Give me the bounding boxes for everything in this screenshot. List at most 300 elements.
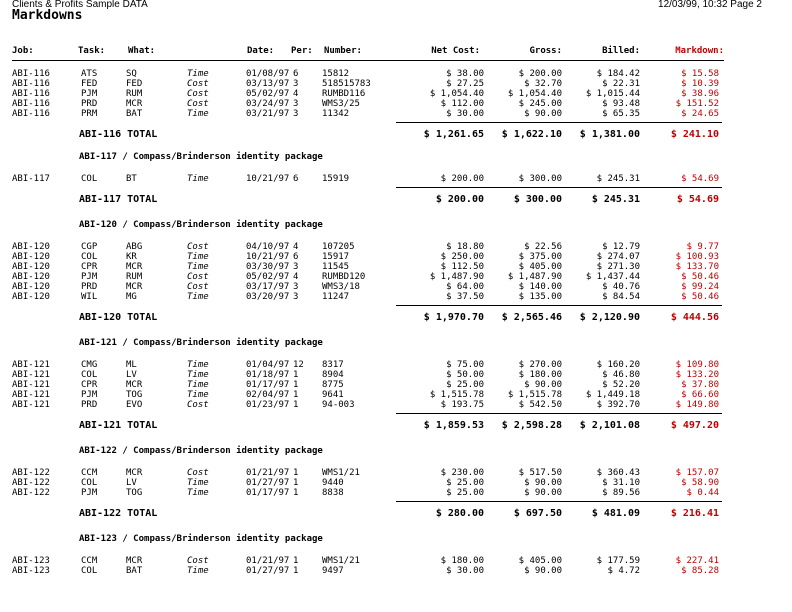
cell-per: 6	[293, 174, 299, 184]
table-row	[0, 242, 792, 252]
table-row	[0, 488, 792, 498]
cell-date: 01/21/97	[246, 468, 290, 478]
total-net-cost: $ 200.00	[435, 194, 484, 205]
cell-markdown: $ 99.24	[681, 282, 719, 292]
total-billed: $ 2,101.08	[579, 420, 640, 431]
cell-date: 03/24/97	[246, 99, 290, 109]
col-header-per: Per:	[291, 46, 313, 56]
total-row	[0, 313, 792, 323]
section-heading	[0, 534, 792, 544]
cell-markdown: $ 227.41	[675, 556, 719, 566]
cell-job: ABI-116	[12, 69, 50, 79]
total-row	[0, 130, 792, 140]
cell-markdown: $ 37.80	[681, 380, 719, 390]
cell-type: Cost	[187, 89, 209, 99]
cell-per: 3	[293, 79, 299, 89]
cell-date: 03/21/97	[246, 109, 290, 119]
cell-billed: $ 245.31	[596, 174, 640, 184]
cell-date: 01/23/97	[246, 400, 290, 410]
cell-type: Time	[187, 390, 209, 400]
cell-billed: $ 177.59	[596, 556, 640, 566]
cell-per: 3	[293, 109, 299, 119]
cell-net-cost: $ 1,054.40	[429, 89, 484, 99]
total-rule-segment	[475, 501, 565, 502]
cell-job: ABI-120	[12, 262, 50, 272]
cell-gross: $ 300.00	[518, 174, 562, 184]
total-rule-segment	[553, 187, 643, 188]
cell-per: 12	[293, 360, 304, 370]
cell-number: 9497	[322, 566, 344, 576]
cell-what: ML	[126, 360, 137, 370]
cell-per: 4	[293, 89, 299, 99]
total-markdown: $ 497.20	[670, 420, 719, 431]
cell-markdown: $ 10.39	[681, 79, 719, 89]
cell-gross: $ 270.00	[518, 360, 562, 370]
cell-net-cost: $ 25.00	[446, 488, 484, 498]
table-row	[0, 272, 792, 282]
cell-number: 11247	[322, 292, 350, 302]
total-markdown: $ 216.41	[670, 508, 719, 519]
cell-type: Cost	[187, 79, 209, 89]
total-markdown: $ 54.69	[676, 194, 719, 205]
cell-date: 01/17/97	[246, 488, 290, 498]
cell-task: CGP	[81, 242, 98, 252]
cell-type: Cost	[187, 468, 209, 478]
cell-type: Time	[187, 292, 209, 302]
total-rule	[0, 413, 792, 415]
cell-markdown: $ 50.46	[681, 292, 719, 302]
table-row	[0, 292, 792, 302]
total-gross: $ 697.50	[513, 508, 562, 519]
cell-what: BAT	[126, 109, 143, 119]
cell-markdown: $ 54.69	[681, 174, 719, 184]
cell-job: ABI-123	[12, 556, 50, 566]
cell-net-cost: $ 30.00	[446, 566, 484, 576]
total-gross: $ 2,565.46	[501, 312, 562, 323]
cell-number: 8775	[322, 380, 344, 390]
cell-task: COL	[81, 252, 98, 262]
cell-what: MCR	[126, 99, 143, 109]
company-name: Clients & Profits Sample DATA	[12, 0, 148, 10]
table-row	[0, 69, 792, 79]
cell-net-cost: $ 38.00	[446, 69, 484, 79]
cell-billed: $ 65.35	[602, 109, 640, 119]
cell-markdown: $ 50.46	[681, 272, 719, 282]
total-rule-segment	[633, 413, 722, 414]
cell-what: MCR	[126, 262, 143, 272]
col-header-number: Number:	[324, 46, 362, 56]
table-row	[0, 566, 792, 576]
cell-gross: $ 542.50	[518, 400, 562, 410]
cell-task: CCM	[81, 468, 98, 478]
cell-gross: $ 90.00	[524, 488, 562, 498]
section-heading-label: ABI-117 / Compass/Brinderson identity package	[79, 152, 323, 162]
cell-per: 1	[293, 556, 299, 566]
cell-gross: $ 405.00	[518, 556, 562, 566]
col-header-date: Date:	[247, 46, 275, 56]
cell-gross: $ 517.50	[518, 468, 562, 478]
section-heading	[0, 446, 792, 456]
cell-gross: $ 90.00	[524, 478, 562, 488]
cell-task: PRM	[81, 109, 98, 119]
cell-number: 15917	[322, 252, 350, 262]
cell-what: BT	[126, 174, 137, 184]
cell-net-cost: $ 230.00	[440, 468, 484, 478]
cell-type: Time	[187, 360, 209, 370]
cell-gross: $ 22.56	[524, 242, 562, 252]
cell-gross: $ 200.00	[518, 69, 562, 79]
cell-number: 94-003	[322, 400, 355, 410]
cell-date: 01/04/97	[246, 360, 290, 370]
cell-what: ABG	[126, 242, 143, 252]
cell-net-cost: $ 50.00	[446, 370, 484, 380]
cell-per: 6	[293, 69, 299, 79]
col-header-markdown: Markdown:	[675, 46, 724, 56]
cell-task: PRD	[81, 282, 98, 292]
cell-billed: $ 12.79	[602, 242, 640, 252]
cell-net-cost: $ 200.00	[440, 174, 484, 184]
cell-markdown: $ 58.90	[681, 478, 719, 488]
cell-billed: $ 22.31	[602, 79, 640, 89]
cell-net-cost: $ 180.00	[440, 556, 484, 566]
cell-number: 11342	[322, 109, 350, 119]
total-row	[0, 421, 792, 431]
cell-task: COL	[81, 478, 98, 488]
cell-per: 1	[293, 468, 299, 478]
total-rule-segment	[396, 413, 487, 414]
cell-date: 03/20/97	[246, 292, 290, 302]
cell-markdown: $ 133.20	[675, 370, 719, 380]
cell-number: RUMBD120	[322, 272, 366, 282]
cell-date: 03/30/97	[246, 262, 290, 272]
total-gross: $ 1,622.10	[501, 129, 562, 140]
total-label: ABI-122 TOTAL	[79, 508, 158, 519]
cell-gross: $ 32.70	[524, 79, 562, 89]
cell-gross: $ 90.00	[524, 380, 562, 390]
total-rule	[0, 305, 792, 307]
total-rule-segment	[633, 305, 722, 306]
cell-type: Cost	[187, 556, 209, 566]
cell-net-cost: $ 25.00	[446, 478, 484, 488]
total-rule-segment	[475, 122, 565, 123]
table-row	[0, 400, 792, 410]
table-row	[0, 282, 792, 292]
total-billed: $ 245.31	[591, 194, 640, 205]
cell-number: WMS3/18	[322, 282, 360, 292]
cell-markdown: $ 15.58	[681, 69, 719, 79]
cell-what: MCR	[126, 468, 143, 478]
col-header-job: Job:	[12, 46, 34, 56]
total-gross: $ 300.00	[513, 194, 562, 205]
section-heading	[0, 152, 792, 162]
table-row	[0, 174, 792, 184]
cell-type: Time	[187, 370, 209, 380]
table-row	[0, 478, 792, 488]
cell-what: KR	[126, 252, 137, 262]
cell-what: RUM	[126, 272, 143, 282]
cell-task: PJM	[81, 272, 98, 282]
cell-number: 107205	[322, 242, 355, 252]
cell-billed: $ 184.42	[596, 69, 640, 79]
cell-date: 03/13/97	[246, 79, 290, 89]
cell-number: WMS1/21	[322, 468, 360, 478]
cell-type: Cost	[187, 242, 209, 252]
cell-number: RUMBD116	[322, 89, 366, 99]
cell-per: 1	[293, 370, 299, 380]
table-row	[0, 99, 792, 109]
cell-task: PRD	[81, 400, 98, 410]
total-label: ABI-117 TOTAL	[79, 194, 158, 205]
cell-what: BAT	[126, 566, 143, 576]
cell-billed: $ 392.70	[596, 400, 640, 410]
cell-task: CCM	[81, 556, 98, 566]
table-row	[0, 252, 792, 262]
cell-net-cost: $ 18.80	[446, 242, 484, 252]
cell-per: 1	[293, 400, 299, 410]
total-row	[0, 509, 792, 519]
cell-per: 1	[293, 390, 299, 400]
cell-job: ABI-121	[12, 360, 50, 370]
cell-per: 4	[293, 242, 299, 252]
cell-what: MCR	[126, 380, 143, 390]
cell-type: Time	[187, 566, 209, 576]
total-billed: $ 2,120.90	[579, 312, 640, 323]
cell-per: 3	[293, 282, 299, 292]
cell-net-cost: $ 112.50	[440, 262, 484, 272]
cell-gross: $ 1,487.90	[507, 272, 562, 282]
cell-net-cost: $ 250.00	[440, 252, 484, 262]
cell-job: ABI-117	[12, 174, 50, 184]
cell-type: Time	[187, 380, 209, 390]
cell-billed: $ 84.54	[602, 292, 640, 302]
total-rule	[0, 122, 792, 124]
col-header-billed: Billed:	[602, 46, 640, 56]
cell-billed: $ 46.80	[602, 370, 640, 380]
cell-number: 11545	[322, 262, 350, 272]
cell-number: 8838	[322, 488, 344, 498]
cell-number: 9641	[322, 390, 344, 400]
cell-net-cost: $ 193.75	[440, 400, 484, 410]
total-net-cost: $ 280.00	[435, 508, 484, 519]
cell-billed: $ 360.43	[596, 468, 640, 478]
report-title: Markdowns	[12, 8, 83, 23]
cell-gross: $ 90.00	[524, 566, 562, 576]
cell-markdown: $ 157.07	[675, 468, 719, 478]
cell-what: MCR	[126, 282, 143, 292]
cell-job: ABI-121	[12, 380, 50, 390]
cell-gross: $ 140.00	[518, 282, 562, 292]
cell-date: 01/21/97	[246, 556, 290, 566]
cell-number: WMS1/21	[322, 556, 360, 566]
cell-date: 02/04/97	[246, 390, 290, 400]
cell-net-cost: $ 1,515.78	[429, 390, 484, 400]
cell-job: ABI-122	[12, 488, 50, 498]
cell-billed: $ 52.20	[602, 380, 640, 390]
total-rule-segment	[633, 122, 722, 123]
cell-what: FED	[126, 79, 143, 89]
cell-type: Time	[187, 174, 209, 184]
cell-type: Cost	[187, 400, 209, 410]
total-label: ABI-121 TOTAL	[79, 420, 158, 431]
section-heading-label: ABI-120 / Compass/Brinderson identity package	[79, 220, 323, 230]
cell-number: 8317	[322, 360, 344, 370]
total-rule-segment	[553, 122, 643, 123]
cell-gross: $ 180.00	[518, 370, 562, 380]
cell-per: 1	[293, 478, 299, 488]
cell-what: RUM	[126, 89, 143, 99]
total-rule-segment	[633, 187, 722, 188]
total-label: ABI-120 TOTAL	[79, 312, 158, 323]
total-rule-segment	[475, 413, 565, 414]
cell-date: 10/21/97	[246, 252, 290, 262]
total-net-cost: $ 1,261.65	[423, 129, 484, 140]
cell-job: ABI-122	[12, 478, 50, 488]
cell-what: MCR	[126, 556, 143, 566]
total-rule	[0, 501, 792, 503]
table-row	[0, 370, 792, 380]
cell-task: CPR	[81, 380, 98, 390]
cell-job: ABI-120	[12, 282, 50, 292]
cell-date: 01/27/97	[246, 566, 290, 576]
total-net-cost: $ 1,970.70	[423, 312, 484, 323]
total-rule-segment	[396, 122, 487, 123]
cell-task: FED	[81, 79, 98, 89]
cell-gross: $ 90.00	[524, 109, 562, 119]
total-rule-segment	[553, 501, 643, 502]
total-rule-segment	[396, 187, 487, 188]
cell-markdown: $ 109.80	[675, 360, 719, 370]
total-rule-segment	[553, 413, 643, 414]
table-row	[0, 360, 792, 370]
cell-type: Time	[187, 109, 209, 119]
total-row	[0, 195, 792, 205]
cell-billed: $ 1,437.44	[585, 272, 640, 282]
cell-what: EVO	[126, 400, 143, 410]
cell-per: 1	[293, 380, 299, 390]
table-row	[0, 556, 792, 566]
cell-job: ABI-121	[12, 390, 50, 400]
cell-task: COL	[81, 566, 98, 576]
cell-date: 05/02/97	[246, 272, 290, 282]
cell-date: 10/21/97	[246, 174, 290, 184]
cell-job: ABI-123	[12, 566, 50, 576]
cell-gross: $ 245.00	[518, 99, 562, 109]
cell-date: 01/17/97	[246, 380, 290, 390]
total-rule-segment	[553, 305, 643, 306]
cell-job: ABI-121	[12, 370, 50, 380]
cell-job: ABI-116	[12, 89, 50, 99]
cell-job: ABI-122	[12, 468, 50, 478]
cell-billed: $ 1,449.18	[585, 390, 640, 400]
cell-number: 8904	[322, 370, 344, 380]
cell-gross: $ 1,515.78	[507, 390, 562, 400]
cell-markdown: $ 85.28	[681, 566, 719, 576]
cell-what: LV	[126, 370, 137, 380]
cell-net-cost: $ 112.00	[440, 99, 484, 109]
cell-what: MG	[126, 292, 137, 302]
cell-markdown: $ 24.65	[681, 109, 719, 119]
table-row	[0, 380, 792, 390]
total-rule	[0, 187, 792, 189]
total-rule-segment	[396, 305, 487, 306]
cell-billed: $ 274.07	[596, 252, 640, 262]
cell-date: 03/17/97	[246, 282, 290, 292]
cell-gross: $ 375.00	[518, 252, 562, 262]
cell-number: WMS3/25	[322, 99, 360, 109]
cell-date: 01/18/97	[246, 370, 290, 380]
cell-type: Cost	[187, 272, 209, 282]
cell-billed: $ 271.30	[596, 262, 640, 272]
cell-markdown: $ 151.52	[675, 99, 719, 109]
cell-number: 15812	[322, 69, 350, 79]
cell-date: 05/02/97	[246, 89, 290, 99]
cell-job: ABI-120	[12, 252, 50, 262]
date-page-stamp: 12/03/99, 10:32 Page 2	[658, 0, 762, 10]
total-rule-segment	[396, 501, 487, 502]
cell-markdown: $ 100.93	[675, 252, 719, 262]
cell-what: TOG	[126, 488, 143, 498]
table-row	[0, 79, 792, 89]
total-label: ABI-116 TOTAL	[79, 129, 158, 140]
table-row	[0, 468, 792, 478]
cell-task: PJM	[81, 390, 98, 400]
cell-job: ABI-120	[12, 292, 50, 302]
cell-gross: $ 405.00	[518, 262, 562, 272]
cell-task: ATS	[81, 69, 98, 79]
total-billed: $ 1,381.00	[579, 129, 640, 140]
cell-per: 1	[293, 566, 299, 576]
cell-task: COL	[81, 174, 98, 184]
cell-billed: $ 31.10	[602, 478, 640, 488]
cell-billed: $ 4.72	[607, 566, 640, 576]
cell-task: CMG	[81, 360, 98, 370]
total-billed: $ 481.09	[591, 508, 640, 519]
col-header-task: Task:	[78, 46, 106, 56]
cell-per: 1	[293, 488, 299, 498]
cell-per: 3	[293, 262, 299, 272]
cell-net-cost: $ 75.00	[446, 360, 484, 370]
section-heading	[0, 220, 792, 230]
cell-task: CPR	[81, 262, 98, 272]
col-header-net-cost: Net Cost:	[431, 46, 480, 56]
cell-net-cost: $ 1,487.90	[429, 272, 484, 282]
cell-per: 4	[293, 272, 299, 282]
cell-net-cost: $ 64.00	[446, 282, 484, 292]
cell-type: Time	[187, 488, 209, 498]
total-gross: $ 2,598.28	[501, 420, 562, 431]
cell-markdown: $ 149.80	[675, 400, 719, 410]
cell-type: Cost	[187, 99, 209, 109]
cell-billed: $ 160.20	[596, 360, 640, 370]
cell-job: ABI-120	[12, 242, 50, 252]
col-header-gross: Gross:	[529, 46, 562, 56]
cell-billed: $ 1,015.44	[585, 89, 640, 99]
section-heading	[0, 338, 792, 348]
cell-task: WIL	[81, 292, 98, 302]
cell-what: TOG	[126, 390, 143, 400]
cell-billed: $ 93.48	[602, 99, 640, 109]
cell-billed: $ 89.56	[602, 488, 640, 498]
cell-per: 3	[293, 292, 299, 302]
section-heading-label: ABI-123 / Compass/Brinderson identity package	[79, 534, 323, 544]
total-net-cost: $ 1,859.53	[423, 420, 484, 431]
cell-what: SQ	[126, 69, 137, 79]
cell-job: ABI-120	[12, 272, 50, 282]
total-rule-segment	[633, 501, 722, 502]
cell-task: PJM	[81, 488, 98, 498]
cell-per: 3	[293, 99, 299, 109]
cell-gross: $ 1,054.40	[507, 89, 562, 99]
